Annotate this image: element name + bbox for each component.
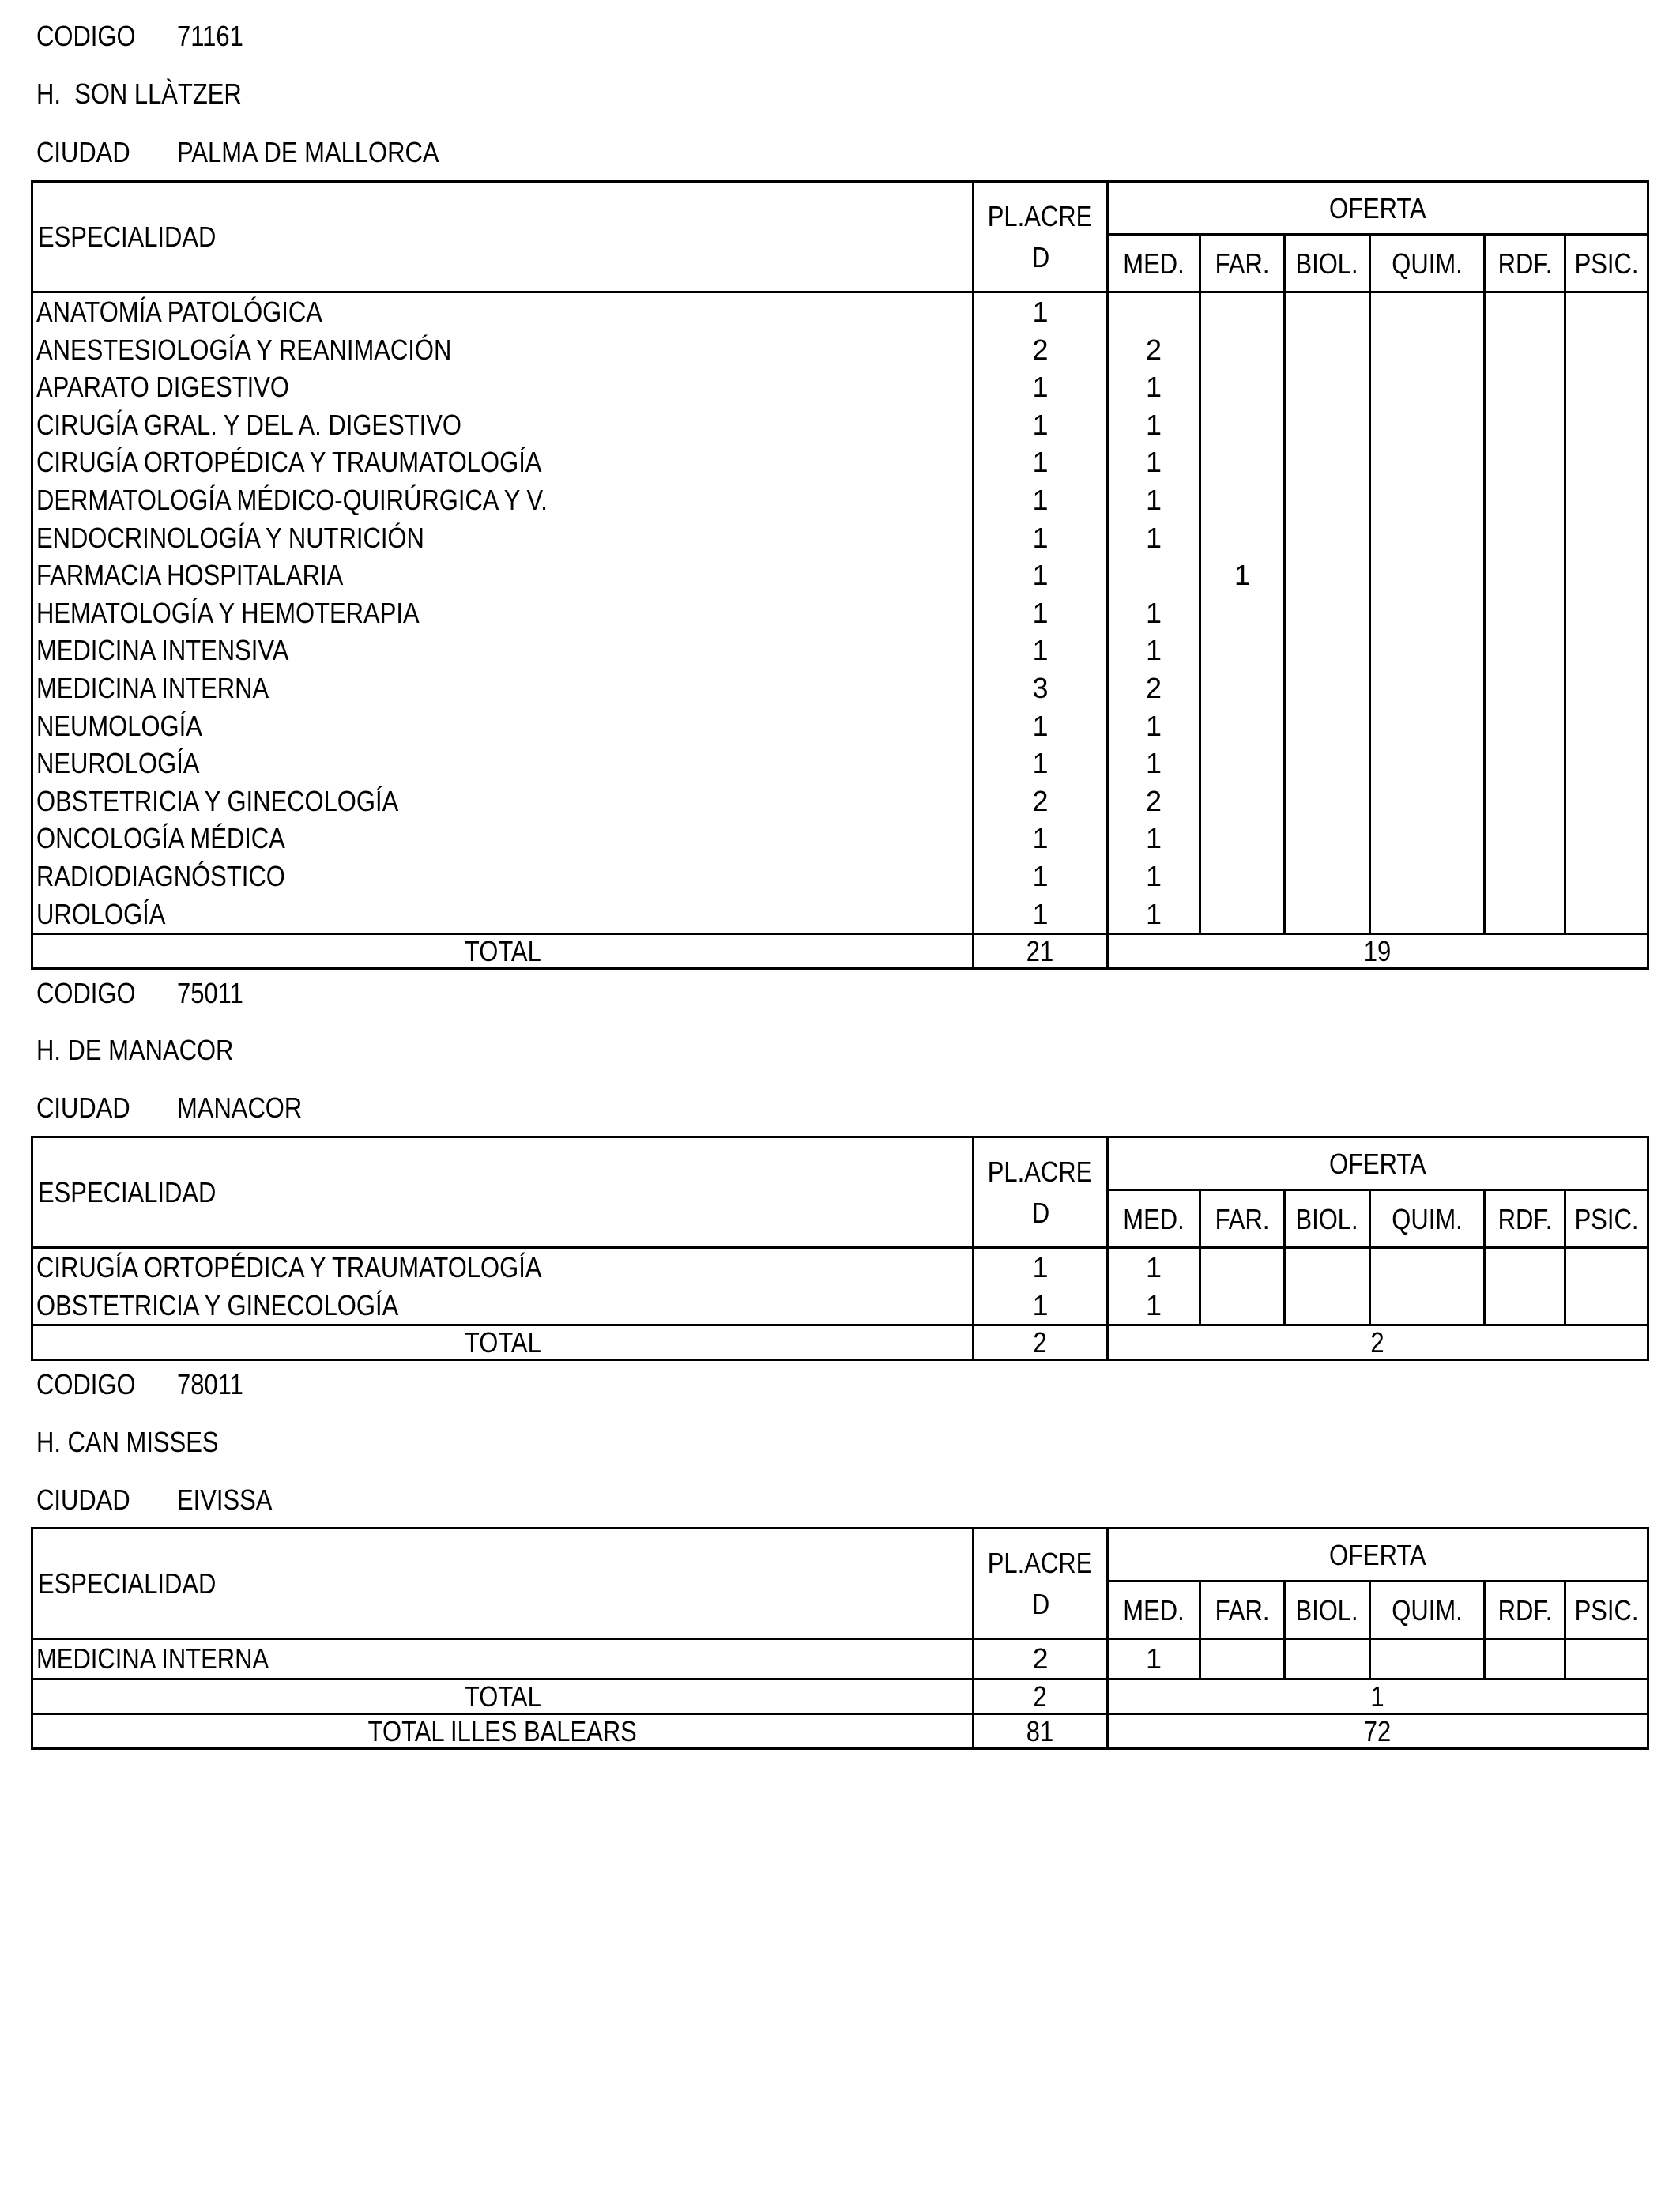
med-cell: 1 [1145,1251,1162,1284]
placred-cell: 1 [1032,822,1049,855]
placred-cell: 1 [1032,521,1049,554]
header-oferta: OFERTA [1108,1137,1648,1190]
med-column [1108,292,1200,934]
header-quim: QUIM. [1370,1581,1485,1639]
hospital-name: H. SON LLÀTZER [36,77,242,110]
ciudad-value: MANACOR [177,1091,303,1124]
far-cell [1201,519,1283,557]
codigo-value: 75011 [177,977,243,1009]
med-column [1108,1639,1200,1679]
especialidad-list [32,1248,974,1325]
header-med: MED. [1108,235,1200,292]
placred-cell: 1 [1032,408,1049,441]
biol-column [1285,292,1370,934]
grand-total-oferta: 72 [1108,1713,1648,1748]
med-cell: 1 [1145,822,1162,855]
header-rdf: RDF. [1485,1581,1565,1639]
table-row-especialidad: RADIODIAGNÓSTICO [36,859,285,892]
med-cell: 2 [1145,784,1162,817]
especialidad-list [32,1639,974,1679]
table-row-especialidad: OBSTETRICIA Y GINECOLOGÍA [36,784,399,817]
med-cell: 2 [1145,333,1162,366]
total-placred: 2 [974,1325,1108,1360]
placred-cell: 3 [1032,671,1049,704]
placred-cell: 2 [1032,1642,1049,1675]
ciudad-label: CIUDAD [36,1483,130,1516]
far-cell [1201,669,1283,707]
far-cell [1201,631,1283,669]
header-oferta: OFERTA [1108,1529,1648,1581]
especialidades-table-2 [31,1136,1649,1361]
total-oferta: 1 [1108,1679,1648,1713]
grand-total-placred: 81 [974,1713,1108,1748]
total-placred: 21 [974,934,1108,969]
table-row-especialidad: MEDICINA INTERNA [36,671,269,704]
table-row-especialidad: UROLOGÍA [36,897,166,930]
header-quim: QUIM. [1370,235,1485,292]
placred-cell: 1 [1032,859,1049,892]
header-far: FAR. [1200,235,1285,292]
psic-column [1565,1639,1648,1679]
placred-cell: 2 [1032,784,1049,817]
rdf-column [1485,1639,1565,1679]
med-cell: 1 [1145,371,1162,404]
table-row-especialidad: APARATO DIGESTIVO [36,371,289,404]
header-rdf: RDF. [1485,235,1565,292]
codigo-label: CODIGO [36,20,136,52]
codigo-value: 71161 [177,20,243,52]
table-row-especialidad: OBSTETRICIA Y GINECOLOGÍA [36,1288,399,1321]
quim-column [1370,1639,1485,1679]
especialidades-table-1 [31,180,1649,970]
far-cell [1201,443,1283,481]
placred-cell: 1 [1032,596,1049,629]
total-label: TOTAL [32,1325,974,1360]
table-row-especialidad: ONCOLOGÍA MÉDICA [36,822,285,855]
far-cell [1201,782,1283,820]
header-especialidad: ESPECIALIDAD [32,182,974,292]
table-row-especialidad: HEMATOLOGÍA Y HEMOTERAPIA [36,596,420,629]
table-row-especialidad: NEUMOLOGÍA [36,709,202,742]
header-med: MED. [1108,1581,1200,1639]
far-column [1200,1639,1285,1679]
header-rdf: RDF. [1485,1190,1565,1248]
header-quim: QUIM. [1370,1190,1485,1248]
biol-column [1285,1639,1370,1679]
med-cell: 1 [1145,408,1162,441]
header-placred: PL.ACRE D [974,1137,1108,1248]
especialidad-list [32,292,974,934]
placred-cell: 1 [1032,709,1049,742]
med-cell: 1 [1145,709,1162,742]
ciudad-label: CIUDAD [36,1091,130,1124]
table-row-especialidad: CIRUGÍA ORTOPÉDICA Y TRAUMATOLOGÍA [36,446,542,479]
med-cell: 1 [1145,747,1162,780]
total-label: TOTAL [32,934,974,969]
placred-cell: 2 [1032,333,1049,366]
rdf-column [1485,292,1565,934]
placred-cell: 1 [1032,296,1049,328]
med-cell: 1 [1145,897,1162,930]
ciudad-value: PALMA DE MALLORCA [177,136,439,168]
table-row-especialidad: ENDOCRINOLOGÍA Y NUTRICIÓN [36,521,424,554]
placred-cell: 1 [1032,1251,1049,1284]
med-cell: 1 [1145,596,1162,629]
far-cell [1201,707,1283,745]
table-row-especialidad: ANESTESIOLOGÍA Y REANIMACIÓN [36,333,452,366]
placred-cell: 1 [1032,446,1049,479]
codigo-value: 78011 [177,1368,243,1400]
placred-column [974,1639,1108,1679]
far-cell [1201,331,1283,369]
header-biol: BIOL. [1285,235,1370,292]
table-row-especialidad: FARMACIA HOSPITALARIA [36,559,344,592]
ciudad-value: EIVISSA [177,1483,273,1516]
far-cell: 1 [1234,559,1251,592]
rdf-column [1485,1248,1565,1325]
far-cell [1201,858,1283,895]
table-row-especialidad: CIRUGÍA ORTOPÉDICA Y TRAUMATOLOGÍA [36,1251,542,1284]
placred-column [974,1248,1108,1325]
far-cell [1201,368,1283,406]
med-cell [1109,556,1199,594]
placred-cell: 1 [1032,559,1049,592]
header-especialidad: ESPECIALIDAD [32,1529,974,1639]
table-row-especialidad: NEUROLOGÍA [36,747,200,780]
header-psic: PSIC. [1565,235,1648,292]
header-placred: PL.ACRE D [974,1529,1108,1639]
header-especialidad: ESPECIALIDAD [32,1137,974,1248]
biol-column [1285,1248,1370,1325]
far-cell [1201,745,1283,782]
header-placred: PL.ACRE D [974,182,1108,292]
med-cell: 2 [1145,671,1162,704]
med-cell: 1 [1145,1642,1162,1675]
codigo-label: CODIGO [36,977,136,1009]
table-row-especialidad: CIRUGÍA GRAL. Y DEL A. DIGESTIVO [36,408,461,441]
placred-cell: 1 [1032,1288,1049,1321]
quim-column [1370,1248,1485,1325]
med-cell: 1 [1145,859,1162,892]
hospital-name: H. DE MANACOR [36,1034,234,1066]
far-column [1200,292,1285,934]
med-cell: 1 [1145,521,1162,554]
grand-total-label: TOTAL ILLES BALEARS [32,1713,974,1748]
far-cell [1201,594,1283,632]
far-column [1200,1248,1285,1325]
far-cell [1201,481,1283,519]
total-placred: 2 [974,1679,1108,1713]
med-cell: 1 [1145,1288,1162,1321]
header-med: MED. [1108,1190,1200,1248]
header-oferta: OFERTA [1108,182,1648,235]
table-row-especialidad: MEDICINA INTERNA [36,1642,269,1675]
placred-column [974,292,1108,934]
table-row-especialidad: DERMATOLOGÍA MÉDICO-QUIRÚRGICA Y V. [36,483,548,516]
codigo-label: CODIGO [36,1368,136,1400]
placred-cell: 1 [1032,747,1049,780]
hospital-name: H. CAN MISSES [36,1426,219,1458]
total-label: TOTAL [32,1679,974,1713]
table-row-especialidad: ANATOMÍA PATOLÓGICA [36,296,322,328]
med-cell: 1 [1145,483,1162,516]
placred-cell: 1 [1032,483,1049,516]
placred-cell: 1 [1032,634,1049,667]
med-cell: 1 [1145,634,1162,667]
total-oferta: 2 [1108,1325,1648,1360]
header-far: FAR. [1200,1190,1285,1248]
total-oferta: 19 [1108,934,1648,969]
quim-column [1370,292,1485,934]
far-cell [1201,406,1283,444]
med-column [1108,1248,1200,1325]
med-cell: 1 [1145,446,1162,479]
far-cell [1201,293,1283,331]
med-cell [1109,293,1199,331]
far-cell [1201,820,1283,858]
placred-cell: 1 [1032,371,1049,404]
header-psic: PSIC. [1565,1581,1648,1639]
table-row-especialidad: MEDICINA INTENSIVA [36,634,289,667]
psic-column [1565,1248,1648,1325]
placred-cell: 1 [1032,897,1049,930]
header-psic: PSIC. [1565,1190,1648,1248]
psic-column [1565,292,1648,934]
header-biol: BIOL. [1285,1581,1370,1639]
header-biol: BIOL. [1285,1190,1370,1248]
especialidades-table-3 [31,1527,1649,1750]
ciudad-label: CIUDAD [36,136,130,168]
header-far: FAR. [1200,1581,1285,1639]
far-cell [1201,895,1283,933]
